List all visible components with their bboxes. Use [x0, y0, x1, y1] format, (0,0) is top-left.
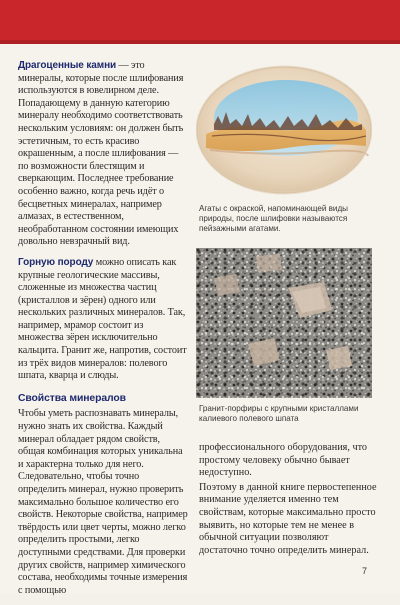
agate-photo [196, 64, 372, 200]
section-heading-properties: Свойства минералов [18, 392, 126, 404]
paragraph-rock [18, 257, 188, 383]
term-gems: Драгоценные камни [18, 60, 117, 71]
page-number: 7 [362, 566, 368, 576]
right-text-column [199, 442, 377, 559]
granite-illustration [196, 248, 372, 398]
top-color-band [0, 0, 400, 44]
granite-photo [196, 248, 372, 398]
term-rock: Горную породу [18, 256, 94, 268]
left-text-column [18, 60, 188, 605]
paragraph-properties: Чтобы уметь распознавать минералы, нужно знать их свойства. Каждый минерал обладает рядом свойств, общая комбинация которых уникальна и характерна только для него. Следовательно, чтобы точно определить минерал, нужно проверить максимально большое количество его свойств. Некоторые свойства, например твёрдость или цвет черты, можно легко определить простыми, легко доступными средствами. Для проверки других свойств, например химического состава, необходимы точные измерения с помощью [18, 408, 188, 596]
agate-caption: Агаты с окраской, напоминающей виды природы, после шлифовки называются пейзажными агатами. [199, 204, 348, 234]
gems-text: — это минералы, которые после шлифования используются в ювелирном деле. Попадающему в данную категорию минералу необходимо соответствовать нескольким условиям: он должен быть эстетичным, то есть красиво окрашенным, а после шлифования — по возможности блестящим и сверкающим. Последнее требование особенно важно, когда речь идёт о бесцветных минералах, например алмазах, в естественном, необработанном состоянии имеющих довольно невзрачный вид. [18, 60, 184, 248]
granite-caption: Гранит-порфиры с крупными кристаллами калиевого полевого шпата [199, 404, 359, 424]
paragraph-continued-2: Поэтому в данной книге первостепенное внимание уделяется именно тем свойствам, которые максимально просто выявить, но которые тем не менее в обычной ситуации позволяют достаточно точно определить минерал. [199, 481, 377, 556]
paragraph-gems [18, 60, 188, 249]
paragraph-continued-1: профессионального оборудования, что простому человеку обычно бывает недоступно. [199, 442, 367, 479]
rock-text: можно описать как крупные геологические массивы, сложенные из множества частиц (кристаллов и зёрен) одного или нескольких различных минералов. Так, например, мрамор состоит из множества зёрен исключительно кальцита. Гранит же, напротив, состоит из трёх видов минералов: полевого шпата, кварца и слюды. [18, 256, 187, 382]
agate-illustration [196, 64, 372, 200]
